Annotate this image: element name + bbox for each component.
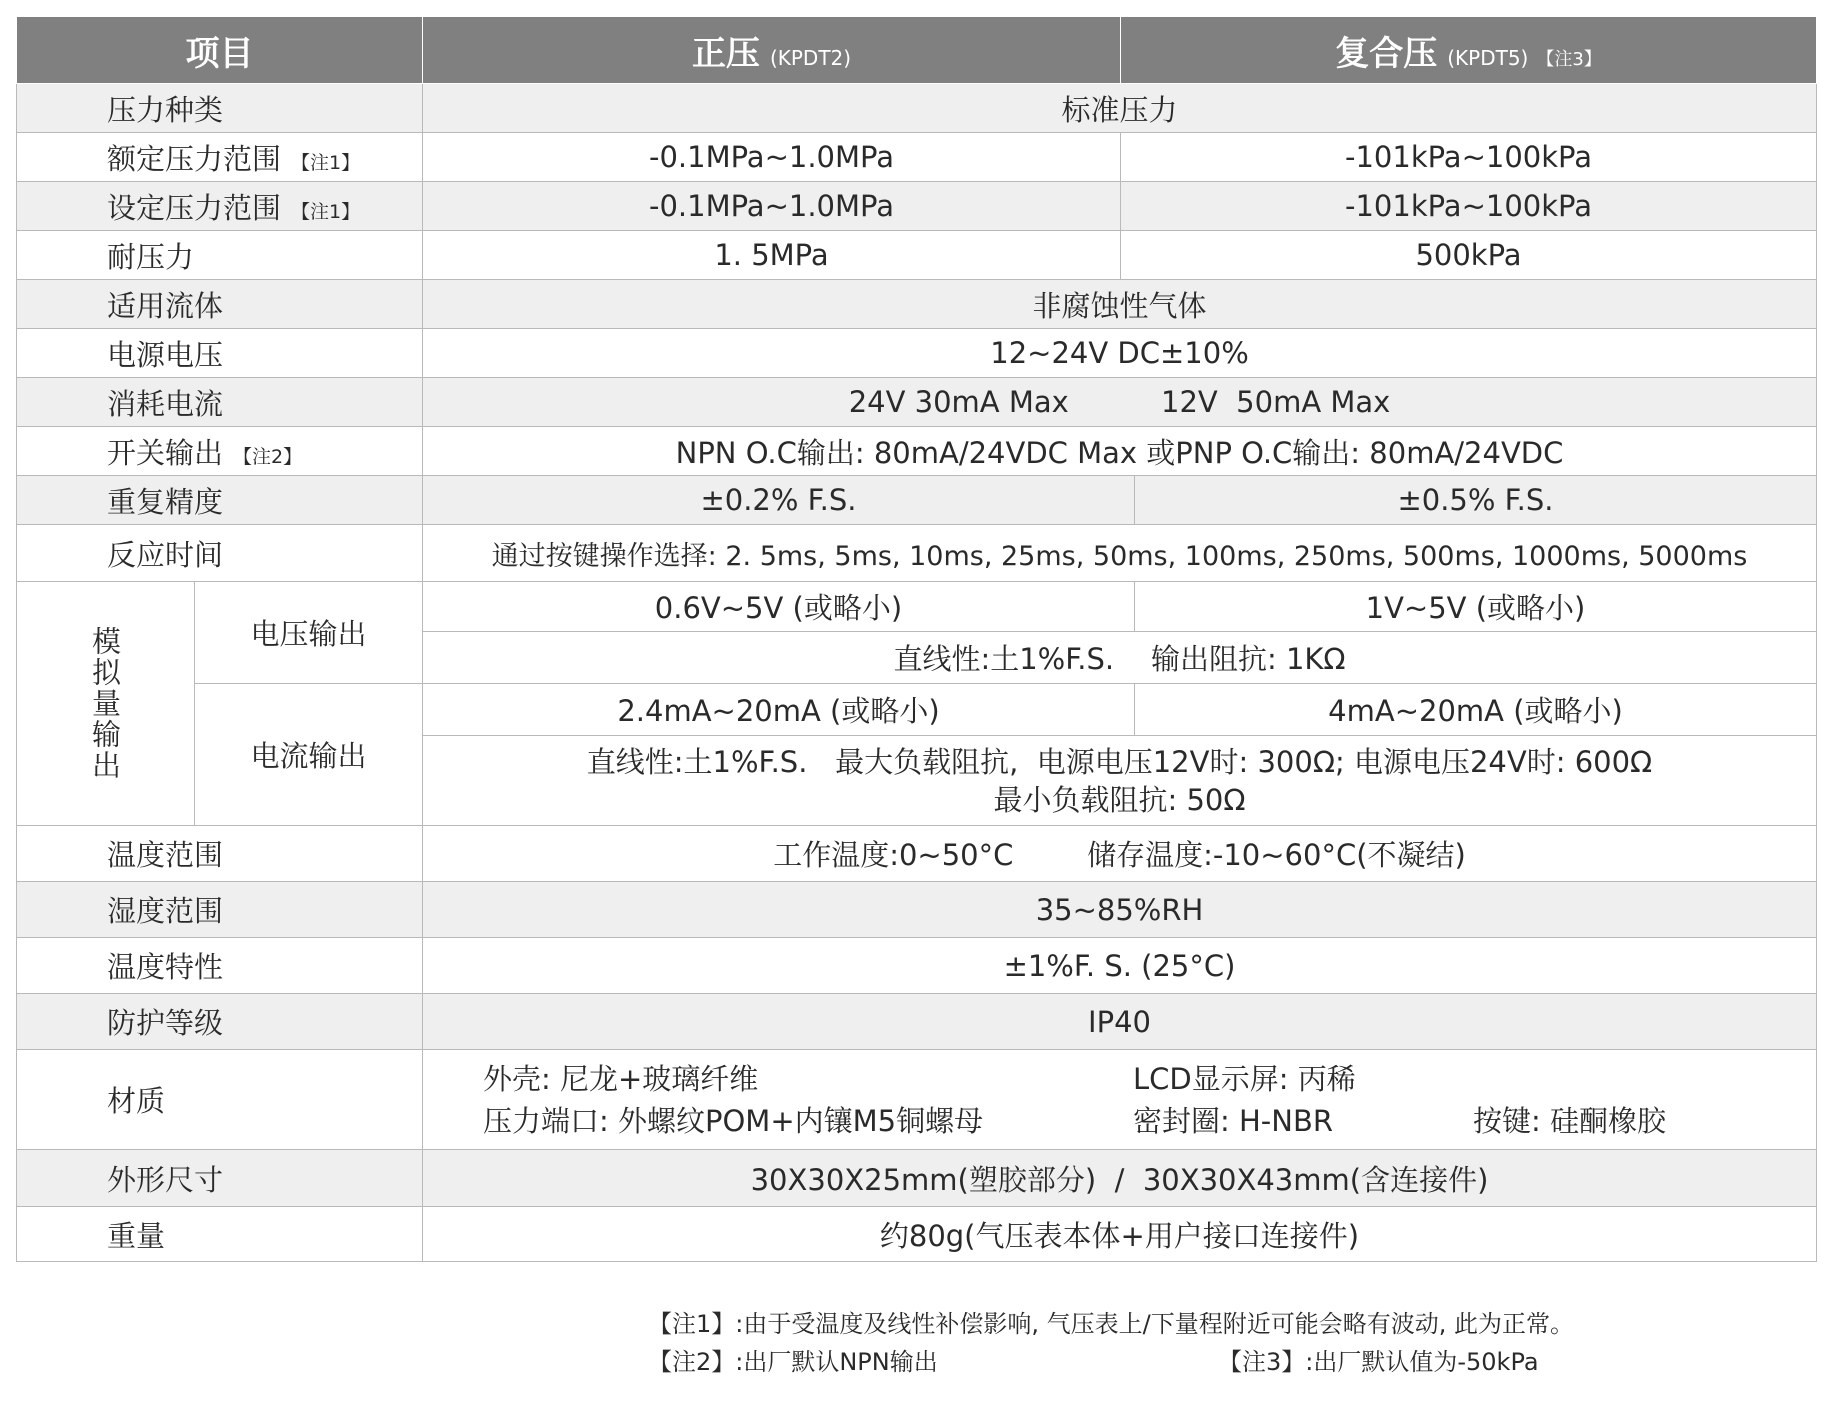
table-row [17,582,1817,632]
value-current: 24V 30mA Max 12V 50mA Max [423,378,1817,427]
value-repeatability-compound: ±0.5% F.S. [1135,476,1817,525]
value-material [423,1050,1817,1150]
value-voltage-compound: 1V~5V (或略小) [1135,582,1817,632]
value-temp-characteristic: ±1%F. S. (25°C) [423,938,1817,994]
row-label-analog-output: 模拟量输出 [17,582,195,826]
rated-range-note: 【注1】 [291,151,361,174]
set-range-note: 【注1】 [291,200,361,223]
table-row [17,231,1817,280]
value-voltage-positive: 0.6V~5V (或略小) [423,582,1135,632]
spec-table [16,16,1817,1262]
value-proof-pressure-positive: 1. 5MPa [423,231,1121,280]
footnote-2: 【注2】:出厂默认NPN输出 [648,1348,938,1376]
row-label-supply-voltage: 电源电压 [17,329,423,378]
value-repeatability-positive: ±0.2% F.S. [423,476,1135,525]
table-row [17,133,1817,182]
table-row [17,378,1817,427]
table-row [17,938,1817,994]
material-housing: 外壳: 尼龙+玻璃纤维 [483,1061,759,1096]
value-pressure-type: 标准压力 [423,84,1817,133]
header-compound-note: 【注3】 [1536,48,1602,70]
value-set-range-positive: -0.1MPa~1.0MPa [423,182,1121,231]
header-compound-label: 复合压 [1335,33,1438,74]
value-rated-range-positive: -0.1MPa~1.0MPa [423,133,1121,182]
current-spec-line2: 最小负载阻抗: 50Ω [993,782,1246,817]
row-label-pressure-type: 压力种类 [17,84,423,133]
material-port: 压力端口: 外螺纹POM+内镶M5铜螺母 [483,1103,984,1138]
rated-range-label: 额定压力范围 [107,141,282,176]
row-label-response-time: 反应时间 [17,525,423,582]
row-label-rated-range [17,133,423,182]
row-label-current: 消耗电流 [17,378,423,427]
header-compound [1121,17,1817,84]
row-label-dimensions: 外形尺寸 [17,1150,423,1207]
table-row [17,84,1817,133]
value-response-time: 通过按键操作选择: 2. 5ms, 5ms, 10ms, 25ms, 50ms, 100ms, 250ms, 500ms, 1000ms, 5000ms [423,525,1817,582]
table-row [17,525,1817,582]
value-dimensions: 30X30X25mm(塑胶部分) / 30X30X43mm(含连接件) [423,1150,1817,1207]
value-protection: IP40 [423,994,1817,1050]
value-current-compound: 4mA~20mA (或略小) [1135,684,1817,736]
header-positive-label: 正压 [691,33,760,74]
row-label-temp-characteristic: 温度特性 [17,938,423,994]
value-humidity-range: 35~85%RH [423,882,1817,938]
value-current-positive: 2.4mA~20mA (或略小) [423,684,1135,736]
header-item: 项目 [17,17,423,84]
row-label-current-output: 电流输出 [195,684,423,826]
row-label-material: 材质 [17,1050,423,1150]
table-row [17,280,1817,329]
row-label-fluid: 适用流体 [17,280,423,329]
footnotes [648,1305,1574,1381]
table-row [17,476,1817,525]
table-row [17,882,1817,938]
table-row [17,684,1817,736]
header-positive [423,17,1121,84]
table-row [17,994,1817,1050]
table-row [17,1207,1817,1262]
value-current-spec [423,736,1817,826]
value-switch-output: NPN O.C输出: 80mA/24VDC Max 或PNP O.C输出: 80mA/24VDC [423,427,1817,476]
header-positive-model: (KPDT2) [769,45,852,70]
table-row [17,1050,1817,1150]
material-button: 按键: 硅酮橡胶 [1473,1103,1666,1138]
value-temp-range: 工作温度:0~50°C 储存温度:-10~60°C(不凝结) [423,826,1817,882]
footnote-1: 【注1】:由于受温度及线性补偿影响, 气压表上/下量程附近可能会略有波动, 此为正常。 [648,1310,1574,1338]
material-seal: 密封圈: H-NBR [1133,1103,1333,1138]
row-label-humidity-range: 湿度范围 [17,882,423,938]
table-row [17,1150,1817,1207]
row-label-temp-range: 温度范围 [17,826,423,882]
footnote-row-2 [648,1343,1574,1381]
row-label-set-range [17,182,423,231]
switch-output-note: 【注2】 [233,445,303,468]
row-label-proof-pressure: 耐压力 [17,231,423,280]
table-row [17,329,1817,378]
table-row [17,182,1817,231]
value-voltage-spec: 直线性:土1%F.S. 输出阻抗: 1KΩ [423,632,1817,684]
header-compound-model: (KPDT5) [1447,45,1529,70]
set-range-label: 设定压力范围 [107,190,282,225]
row-label-weight: 重量 [17,1207,423,1262]
value-rated-range-compound: -101kPa~100kPa [1121,133,1817,182]
value-weight: 约80g(气压表本体+用户接口连接件) [423,1207,1817,1262]
table-header [17,17,1817,84]
value-supply-voltage: 12~24V DC±10% [423,329,1817,378]
material-lcd: LCD显示屏: 丙稀 [1133,1061,1356,1096]
row-label-protection: 防护等级 [17,994,423,1050]
value-fluid: 非腐蚀性气体 [423,280,1817,329]
spec-sheet [16,16,1816,1262]
value-proof-pressure-compound: 500kPa [1121,231,1817,280]
row-label-switch-output [17,427,423,476]
row-label-repeatability: 重复精度 [17,476,423,525]
value-set-range-compound: -101kPa~100kPa [1121,182,1817,231]
table-row [17,826,1817,882]
row-label-voltage-output: 电压输出 [195,582,423,684]
switch-output-label: 开关输出 [107,435,224,470]
table-row [17,427,1817,476]
footnote-3: 【注3】:出厂默认值为-50kPa [1218,1348,1539,1376]
current-spec-line1: 直线性:土1%F.S. 最大负载阻抗, 电源电压12V时: 300Ω; 电源电压24V时: 600Ω [586,744,1653,779]
